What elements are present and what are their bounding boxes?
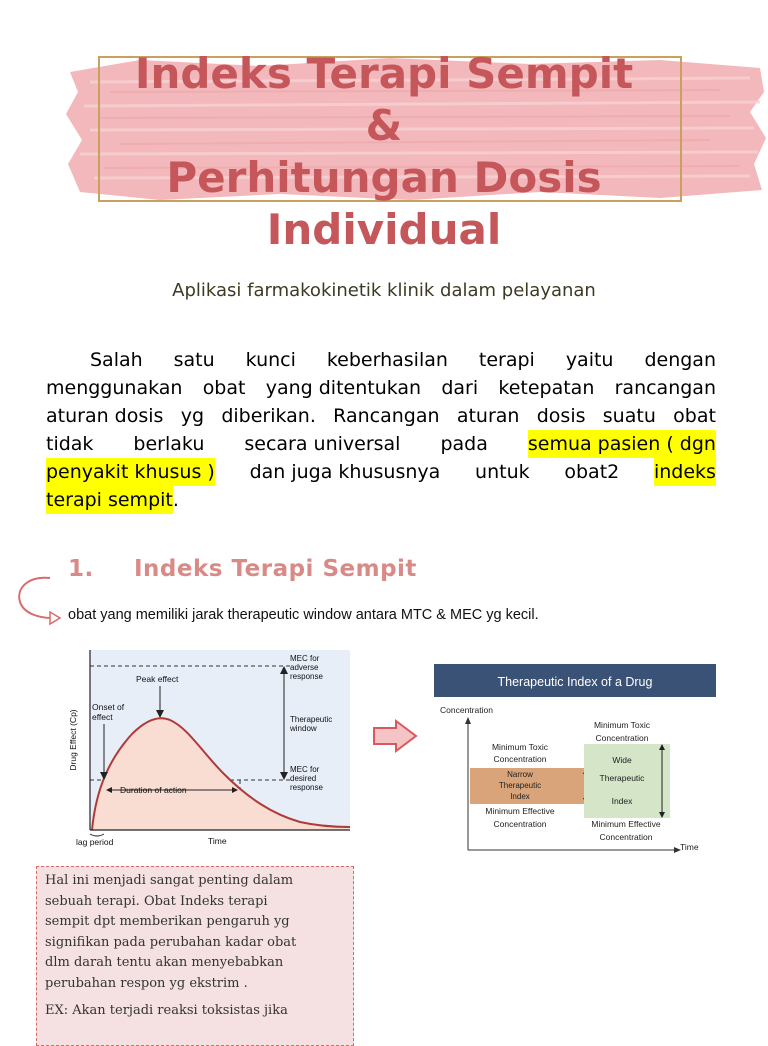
section-heading [68, 556, 417, 582]
word: dengan [644, 349, 716, 371]
word: obat [202, 377, 246, 399]
word: suatu [602, 405, 656, 427]
drug-effect-figure [62, 648, 354, 850]
word: rancangan [614, 377, 716, 399]
therapeutic-window-label: window [290, 724, 317, 733]
word: yg [180, 405, 205, 427]
word: . [172, 489, 179, 511]
mec-desired-label: response [290, 783, 323, 792]
note-box [36, 866, 354, 1046]
narrow-index-label: Narrow [507, 770, 533, 779]
word: untuk [475, 461, 530, 483]
wide-bottom-label: Minimum Effective [591, 819, 661, 829]
paragraph-line [46, 486, 716, 514]
word: satu [173, 349, 215, 371]
x-axis-label: Time [680, 842, 699, 852]
wide-top-label: Minimum Toxic [593, 720, 651, 730]
word: aturan [456, 405, 520, 427]
narrow-top-label: Minimum Toxic [491, 742, 549, 752]
narrow-index-label: Therapeutic [498, 781, 542, 790]
word: kunci [245, 349, 296, 371]
right-arrow-icon [372, 719, 418, 753]
mec-adverse-label: adverse [290, 663, 319, 672]
word: dari [441, 377, 479, 399]
note-line: perubahan respon yg ekstrim . [45, 975, 248, 991]
word: diberikan. [221, 405, 316, 427]
lag-period-brace [90, 834, 104, 836]
note-line: sempit dpt memberikan pengaruh yg [45, 914, 290, 929]
narrow-bottom-label: Minimum Effective [485, 806, 555, 816]
word: menggunakan [46, 377, 183, 399]
mec-desired-label: MEC for [290, 765, 320, 774]
word: ketepatan [498, 377, 595, 399]
note-line: signifikan pada perubahan kadar obat [45, 934, 297, 950]
narrow-top-label: Concentration [493, 754, 547, 764]
word: dosis [536, 405, 586, 427]
note-line: dlm darah tentu akan menyebabkan [45, 955, 284, 970]
title-line: Individual [266, 205, 502, 254]
note-line: sebuah terapi. Obat Indeks terapi [45, 893, 268, 909]
paragraph-line [46, 430, 716, 458]
lag-period-label: lag period [76, 837, 114, 847]
note-line: Hal ini menjadi sangat penting dalam [45, 873, 294, 888]
paragraph-line [46, 458, 716, 486]
onset-label: effect [92, 712, 113, 722]
narrow-index-label: Index [510, 792, 530, 801]
word: yaitu [565, 349, 614, 371]
word: pada [440, 433, 488, 455]
wide-index-label: Index [611, 796, 633, 806]
wide-top-label: Concentration [595, 733, 649, 743]
onset-label: Onset of [92, 702, 125, 712]
wide-bottom-label: Concentration [599, 832, 653, 842]
highlighted-text: semua pasien ( dgn [528, 430, 716, 458]
title-line: Perhitungan Dosis [166, 153, 602, 202]
paragraph-line [46, 346, 716, 374]
word: yang ditentukan [265, 377, 422, 399]
note-example: EX: Akan terjadi reaksi toksistas jika [45, 1003, 288, 1018]
word: tidak [46, 433, 94, 455]
word: terapi [478, 349, 535, 371]
peak-effect-label: Peak effect [136, 674, 179, 684]
y-axis-label: Concentration [440, 705, 493, 715]
section-number: 1. [68, 556, 94, 582]
curved-arrow-icon [14, 572, 64, 630]
definition-text: obat yang memiliki jarak therapeutic window antara MTC & MEC yg kecil. [68, 607, 539, 623]
word: Rancangan [333, 405, 440, 427]
time-label: Time [208, 836, 227, 846]
word: obat2 [564, 461, 620, 483]
mec-desired-label: desired [290, 774, 317, 783]
intro-paragraph [46, 346, 716, 514]
y-axis-label: Drug Effect (Cp) [68, 709, 78, 771]
section-title: Indeks Terapi Sempit [134, 556, 417, 582]
wide-index-label: Therapeutic [599, 773, 645, 783]
therapeutic-window-label: Therapeutic [290, 715, 333, 724]
paragraph-line [46, 402, 716, 430]
highlighted-text: penyakit khusus ) [46, 458, 215, 486]
subtitle: Aplikasi farmakokinetik klinik dalam pelayanan [172, 280, 596, 301]
paragraph-line [46, 374, 716, 402]
mec-adverse-label: MEC for [290, 654, 320, 663]
highlighted-text: terapi sempit [46, 486, 173, 514]
word: secara universal [244, 433, 401, 455]
word: dan juga khususnya [249, 461, 441, 483]
mec-adverse-label: response [290, 672, 323, 681]
word: obat [673, 405, 716, 427]
word: berlaku [133, 433, 205, 455]
wide-index-label: Wide [612, 755, 632, 765]
narrow-bottom-label: Concentration [493, 819, 547, 829]
word: keberhasilan [326, 349, 448, 371]
duration-label: Duration of action [120, 785, 187, 795]
highlighted-text: indeks [654, 458, 716, 486]
title-line: & [365, 101, 403, 150]
word: Salah [90, 349, 143, 371]
therapeutic-index-figure [432, 664, 718, 860]
title-line: Indeks Terapi Sempit [134, 49, 634, 98]
figure-title: Therapeutic Index of a Drug [497, 675, 653, 689]
page-title [0, 48, 768, 256]
word: aturan dosis [46, 405, 164, 427]
